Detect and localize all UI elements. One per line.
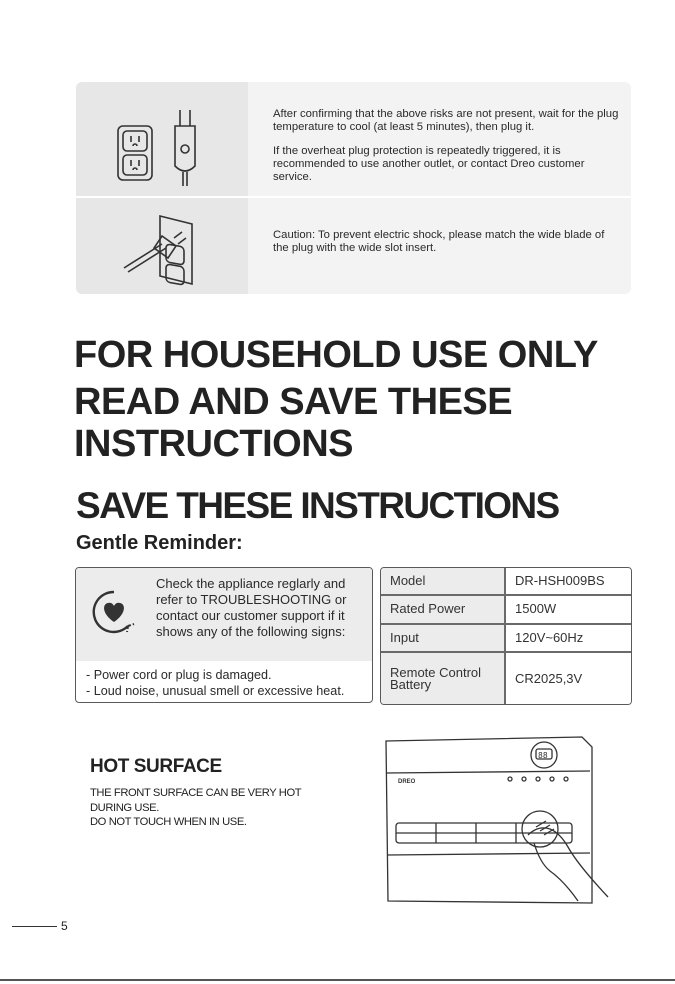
- reminder-intro: Check the appliance reglarly and refer to TROUBLESHOOTING or contact our customer support if it shows any of the following signs:: [156, 576, 347, 639]
- hot-surface-text: [90, 786, 301, 830]
- spec-value: CR2025,3V: [505, 652, 631, 704]
- hot-surface-line: DO NOT TOUCH WHEN IN USE.: [90, 816, 247, 828]
- heading-gentle-reminder: Gentle Reminder:: [76, 532, 243, 554]
- warning-image-cell: [76, 198, 248, 294]
- bottom-border: [0, 979, 675, 981]
- table-row: [381, 652, 631, 704]
- spec-label: Input: [381, 624, 505, 653]
- spec-label: Rated Power: [381, 595, 505, 624]
- plug-warning-table: [76, 82, 631, 294]
- spec-value: DR-HSH009BS: [505, 568, 631, 595]
- hot-surface-line: THE FRONT SURFACE CAN BE VERY HOT: [90, 787, 302, 799]
- page-number-rule: [12, 926, 57, 927]
- outlet-and-plug-icon: [76, 82, 248, 196]
- spec-value: 1500W: [505, 595, 631, 624]
- heading-household-use: FOR HOUSEHOLD USE ONLY: [74, 334, 598, 376]
- table-row: [381, 595, 631, 624]
- list-item: - Loud noise, unusual smell or excessive heat.: [86, 684, 345, 698]
- heart-care-icon: [90, 588, 138, 636]
- spec-value: 120V~60Hz: [505, 624, 631, 653]
- spec-label: Remote Control Battery: [381, 652, 505, 704]
- warning-row-polarized-plug: [76, 198, 631, 294]
- plug-into-outlet-icon: [76, 198, 248, 294]
- warning-paragraph: If the overheat plug protection is repeatedly triggered, it is recommended to use another outlet, or contact Dreo customer service.: [273, 145, 585, 183]
- hot-surface-line: DURING USE.: [90, 801, 159, 814]
- warning-paragraph: After confirming that the above risks are not present, wait for the plug temperature to cool (at least 5 minutes), then plug it.: [273, 108, 619, 133]
- heading-save-instructions: SAVE THESE INSTRUCTIONS: [76, 485, 559, 526]
- page-number: 5: [61, 919, 68, 933]
- warning-image-cell: [76, 82, 248, 196]
- warning-text-overheat: [273, 108, 623, 195]
- warning-text-polarized-plug: [273, 229, 623, 266]
- heater-hand-touch-icon: [378, 735, 618, 910]
- list-item: - Power cord or plug is damaged.: [86, 668, 272, 682]
- spec-table: [380, 567, 632, 705]
- reminder-header: [76, 568, 372, 661]
- reminder-signs-list: [86, 667, 370, 699]
- heater-display: 88: [538, 751, 548, 760]
- warning-row-overheat: [76, 82, 631, 196]
- table-row: [381, 624, 631, 653]
- heading-instructions: INSTRUCTIONS: [74, 423, 353, 465]
- heater-brand: DREO: [398, 779, 416, 785]
- spec-label: Model: [381, 568, 505, 595]
- heading-read-save: READ AND SAVE THESE: [74, 381, 513, 423]
- warning-paragraph: Caution: To prevent electric shock, please match the wide blade of the plug with the wide slot insert.: [273, 229, 605, 254]
- table-divider: [76, 196, 631, 198]
- table-row: [381, 568, 631, 595]
- hot-surface-title: HOT SURFACE: [90, 756, 222, 777]
- gentle-reminder-box: [75, 567, 373, 703]
